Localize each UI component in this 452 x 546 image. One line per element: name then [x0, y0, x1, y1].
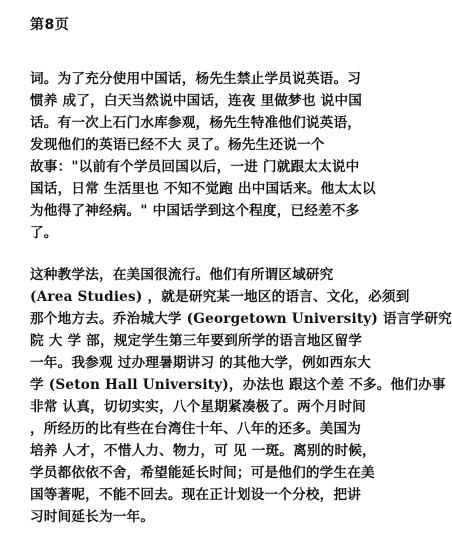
paragraph-1 [30, 68, 402, 244]
text-line: 学 (Seton Hall University)，办法也 跟这个差 不多。他们办事 [30, 377, 446, 393]
text-line: 国话，日常 生活里也 不知不觉跑 出中国话来。他太太以 [30, 181, 376, 197]
text-line: 国等著呢，不能不回去。现在正计划设一个分校，把讲 [30, 487, 362, 503]
text-line: 这种教学法，在美国很流行。他们有所谓区域研究 [30, 267, 334, 283]
text-line: 话。有一次上石门水库参观，杨先生特准他们说英语， [30, 115, 362, 131]
text-line: ，所经历的比有些在台湾住十年、八年的还多。美国为 [30, 421, 362, 437]
text-line: 词。为了充分使用中国话，杨先生禁止学员说英语。习 [30, 71, 362, 87]
text-line: 发现他们的英语已经不大 灵了。杨先生还说一个 [30, 137, 325, 153]
text-line: 惯养 成了，白天当然说中国话，连夜 里做梦也 说中国 [30, 93, 363, 109]
text-line: 为他得了神经病。" 中国话学到这个程度，已经差不多 [30, 203, 360, 219]
text-line: 一年。我参观 过办理暑期讲习 的其他大学，例如西东大 [30, 355, 371, 371]
text-line: 非常 认真，切切实实，八个星期紧凑极了。两个月时间 [30, 399, 366, 415]
text-line: 了。 [30, 225, 58, 241]
text-line: 院 大 学 部，规定学生第三年要到所学的语言地区留学 [30, 333, 363, 349]
page-number: 第8页 [30, 17, 70, 33]
text-line: 故事："以前有个学员回国以后，一进 门就跟太太说中 [30, 159, 360, 175]
text-line: (Area Studies) ，就是研究某一地区的语言、文化，必须到 [30, 289, 410, 305]
text-line: 那个地方去。乔治城大学 (Georgetown University) 语言学研究 [30, 311, 452, 327]
text-line: 习时间延长为一年。 [30, 509, 155, 525]
paragraph-2 [30, 264, 452, 528]
text-line: 学员都依依不舍，希望能延长时间；可是他们的学生在美 [30, 465, 375, 481]
text-line: 培养 人才，不惜人力、物力，可 见 一斑。离别的时候， [30, 443, 376, 459]
